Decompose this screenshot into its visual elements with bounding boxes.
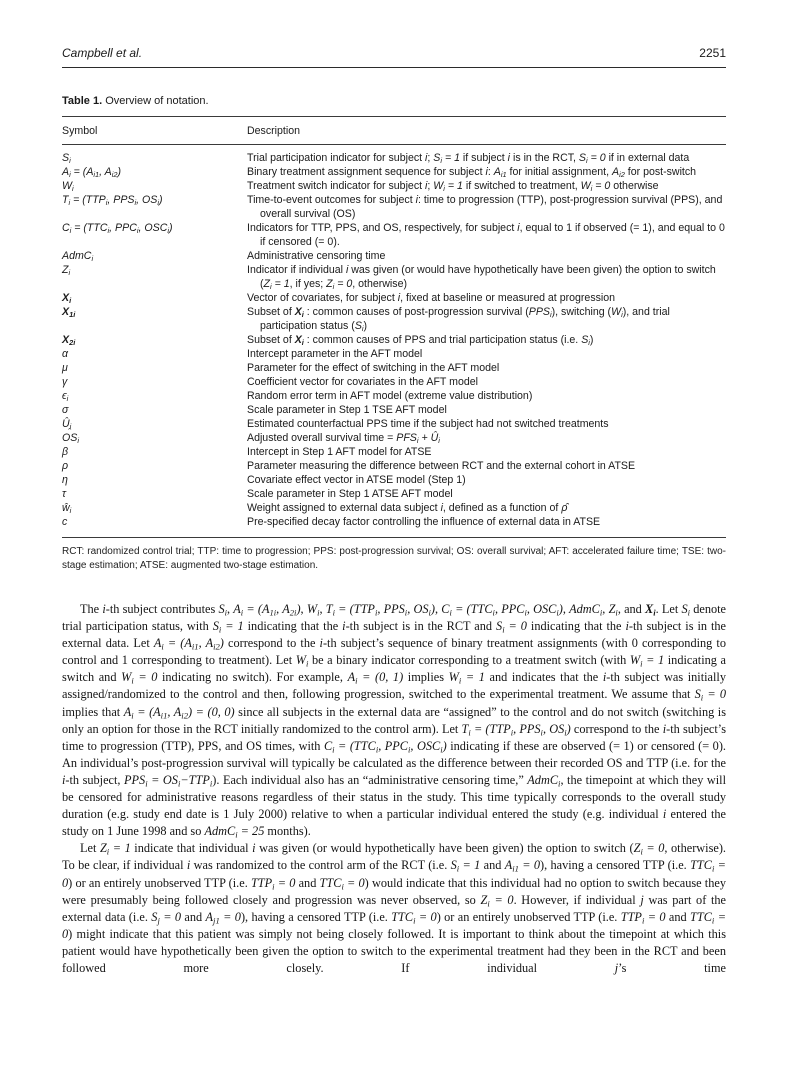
description-cell: Pre-specified decay factor controlling the influence of external data in ATSE — [247, 516, 601, 528]
notation-table — [62, 116, 726, 538]
table-row — [62, 333, 726, 347]
table-row — [62, 473, 726, 487]
description-cell: Vector of covariates, for subject i, fixed at baseline or measured at progression — [247, 292, 616, 304]
symbol-cell: ρ — [62, 460, 69, 472]
table-row — [62, 403, 726, 417]
symbol-cell: $A_i = (A_{i1}$, $A_{i2}$) — [62, 166, 122, 180]
description-cell: Scale parameter in Step 1 TSE AFT model — [247, 404, 447, 416]
table-row — [62, 445, 726, 459]
symbol-cell: $\epsilon_i$ — [62, 390, 69, 404]
description-cell: Intercept parameter in the AFT model — [247, 348, 423, 360]
table-body — [62, 145, 726, 538]
symbol-cell: $X_{2i}$ — [62, 334, 76, 348]
paragraph-2: Let $Z_i = 1$ indicate that individual i was given (or would hypothetically have been given) the option to switch ($Z_i = 0$, otherwise). To be clear, if individual i was randomized to the control arm of the RCT (i.e. $S_i = 1$ and $A_{i1} = 0$), having a censored TTP (i.e. $TTC_i = 0$) or an entirely unobserved TTP (i.e. $TTP_i = 0$ and $TTC_i = 0$) would indicate that this individual had no option to switch because they were presumably being followed closely and progression was never observed, so $Z_i = 0$. However, if individual j was part of the external data (i.e. $S_j = 0$ and $A_{j1} = 0$), having a censored TTP (i.e. $TTC_i = 0$) or an entirely unobserved TTP (i.e. $TTP_i = 0$ and $TTC_i = 0$) might indicate that this patient was simply not being closely followed. It is important to think about the timepoint at which this patient would have hypothetically been given the option to switch to the experimental treatment had they been in the RCT and been followed more closely. If individual j’s time — [62, 841, 727, 975]
running-head — [62, 46, 726, 68]
symbol-cell: $W_i$ — [62, 180, 74, 194]
symbol-cell: c — [62, 516, 68, 528]
symbol-cell: σ — [62, 404, 69, 416]
table-row — [62, 151, 726, 165]
table-row — [62, 179, 726, 193]
description-cell: Subset of $X_i$ : common causes of PPS and trial participation status (i.e. $S_i$) — [247, 334, 594, 348]
table-caption-text: Overview of notation. — [105, 95, 209, 107]
symbol-cell: $Û_i$ — [62, 418, 72, 432]
table-header-row — [62, 117, 726, 145]
table-row — [62, 291, 726, 305]
description-cell: Random error term in AFT model (extreme value distribution) — [247, 390, 533, 402]
table-row — [62, 487, 726, 501]
description-cell: Parameter for the effect of switching in the AFT model — [247, 362, 500, 374]
table-row — [62, 459, 726, 473]
table-row — [62, 375, 726, 389]
symbol-cell: $X_{1i}$ — [62, 306, 76, 320]
table-footnote: RCT: randomized control trial; TTP: time to progression; PPS: post-progression survival; OS: overall survival; AFT: accelerated failure time; TSE: two-stage estimation; ATSE: augmented two-stage estimation. — [62, 546, 726, 571]
symbol-cell: $Z_i$ — [62, 264, 71, 278]
description-cell: Treatment switch indicator for subject i; $W_i = 1$ if switched to treatment, $W_i = 0$ otherwise — [247, 180, 659, 194]
description-cell: Indicator if individual i was given (or would have hypothetically have been given) the option to switch ($Z_i = 1$, if yes; $Z_i = 0$, otherwise) — [247, 264, 716, 292]
description-cell: Time-to-event outcomes for subject i: time to progression (TTP), post-progression survival (PPS), and overall survival (OS) — [247, 194, 723, 220]
symbol-cell: $C_i = (TTC_i$, $PPC_i$, $OSC_i$) — [62, 222, 173, 236]
paragraph-1: The i-th subject contributes $S_i$, $A_i = (A_{1i}$, $A_{2i}$), $W_i$, $T_i = (TTP_i$, $PPS_i$, $OS_i$), $C_i = (TTC_i$, $PPC_i$, $OSC_i$), AdmC$_i$, $Z_i$, and $X_i$. Let $S_i$ denote trial participation status, with $S_i = 1$ indicating that the i-th subject is in the RCT and $S_i = 0$ indicating that the i-th subject is in the external data. Let $A_i = (A_{i1}$, $A_{i2}$) correspond to the i-th subject’s sequence of binary treatment assignments (with 0 corresponding to control and 1 corresponding to treatment). Let $W_i$ be a binary indicator corresponding to a treatment switch (with $W_i = 1$ indicating a switch and $W_i = 0$ indicating no switch). For example, $A_i = (0$, 1) implies $W_i = 1$ and indicates that the i-th subject was initially assigned/randomized to the control and then, following progression, switched to the experimental treatment. We assume that $S_i = 0$ implies that $A_i = (A_{i1}$, $A_{i2}) = (0$, 0) since all subjects in the external data are “assigned” to the control and do not switch (switching is only an option for those in the RCT initially randomized to the control arm). Let $T_i = (TTP_i$, $PPS_i$, $OS_i$) correspond to the i-th subject’s time to progression (TTP), PPS, and OS times, with $C_i = (TTC_i$, $PPC_i$, $OSC_i$) indicating if these are observed (= 1) or censored (= 0). An individual’s post-progression survival will typically be calculated as the difference between their recorded OS and TTP (i.e. for the i-th subject, $PPS_i = OS_i-TTP_i$). Each individual also has an “administrative censoring time,” AdmC$_i$, the timepoint at which they will be censored for administrative reasons regardless of their status in the study. This time typically corresponds to the overall study duration (e.g. study end date is 1 July 2000) relative to when a particular individual entered the study (e.g. individual i entered the study on 1 June 1998 and so AdmC$_i$ = 25 months). — [62, 602, 726, 840]
symbol-cell: OS ˆ$_i$ — [62, 431, 247, 445]
description-cell: Weight assigned to external data subject i, defined as a function of ρ̂ — [247, 502, 568, 514]
column-header-symbol: Symbol — [62, 125, 98, 137]
description-cell: Coefficient vector for covariates in the AFT model — [247, 376, 479, 388]
symbol-cell: η — [62, 474, 68, 486]
table-row — [62, 361, 726, 375]
table-row — [62, 389, 726, 403]
table-row — [62, 165, 726, 179]
symbol-cell: $S_i$ — [62, 152, 71, 166]
description-cell: Adjusted overall survival time = $PFS_i$ + $Û_i$ — [247, 432, 440, 446]
symbol-cell: τ — [62, 488, 66, 500]
symbol-cell: $ŵ_i$ — [62, 502, 72, 516]
table-row — [62, 501, 726, 515]
running-head-authors: Campbell et al. — [62, 46, 143, 60]
table-row — [62, 417, 726, 431]
table-row — [62, 347, 726, 361]
table-row — [62, 515, 726, 529]
table-row — [62, 431, 726, 445]
symbol-cell: α — [62, 348, 69, 360]
description-cell: Binary treatment assignment sequence for subject i: $A_{i1}$ for initial assignment, $A_{i2}$ for post-switch — [247, 166, 697, 180]
symbol-cell: β — [62, 446, 69, 458]
table-row — [62, 249, 726, 263]
table-row — [62, 193, 726, 221]
symbol-cell: μ — [62, 362, 68, 374]
symbol-cell: $X_i$ — [62, 292, 72, 306]
description-cell: Intercept in Step 1 AFT model for ATSE — [247, 446, 432, 458]
table-row — [62, 221, 726, 249]
symbol-cell: γ — [62, 376, 68, 388]
description-cell: Covariate effect vector in ATSE model (Step 1) — [247, 474, 466, 486]
page-number: 2251 — [699, 46, 726, 60]
description-cell: Parameter measuring the difference between RCT and the external cohort in ATSE — [247, 460, 636, 472]
table-row — [62, 263, 726, 291]
description-cell: Estimated counterfactual PPS time if the subject had not switched treatments — [247, 418, 609, 430]
symbol-cell: $T_i = (TTP_i$, $PPS_i$, $OS_i$) — [62, 194, 163, 208]
symbol-cell: AdmC$_i$ — [62, 250, 94, 264]
table-row — [62, 305, 726, 333]
body-text — [62, 601, 726, 977]
description-cell: Subset of $X_i$ : common causes of post-progression survival $(PPS_i)$, switching $(W_i)$, and trial participation status $(S_i)$ — [247, 306, 670, 334]
column-header-description: Description — [247, 125, 300, 137]
description-cell: Scale parameter in Step 1 ATSE AFT model — [247, 488, 453, 500]
description-cell: Administrative censoring time — [247, 250, 386, 262]
table-caption — [62, 95, 726, 107]
description-cell: Indicators for TTP, PPS, and OS, respectively, for subject i, equal to 1 if observed (= 1), and equal to 0 if censored (= 0). — [247, 222, 725, 248]
table-caption-label: Table 1. — [62, 95, 103, 107]
description-cell: Trial participation indicator for subject i; $S_i = 1$ if subject i is in the RCT, $S_i = 0$ if in external data — [247, 152, 690, 166]
